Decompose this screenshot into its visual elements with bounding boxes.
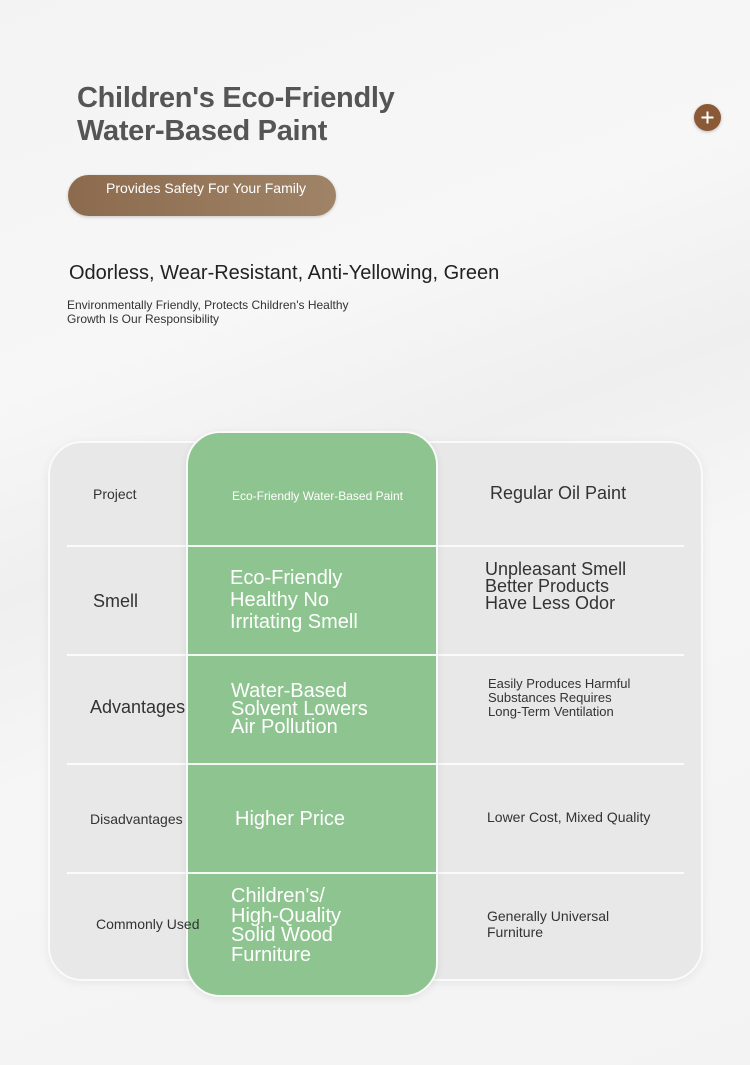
oil-advantages: Easily Produces Harmful Substances Requires Long-Term Ventilation bbox=[488, 676, 631, 719]
header-label-project: Project bbox=[93, 486, 137, 502]
column-divider bbox=[188, 654, 436, 656]
feature-subtext: Environmentally Friendly, Protects Children's Healthy Growth Is Our Responsibility bbox=[67, 298, 349, 326]
header-eco-paint: Eco-Friendly Water-Based Paint bbox=[232, 489, 403, 503]
tagline-text: Provides Safety For Your Family bbox=[106, 180, 306, 196]
oil-smell: Unpleasant Smell Better Products Have Less Odor bbox=[485, 559, 627, 613]
eco-commonly-used: Children's/ High-Quality Solid Wood Furniture bbox=[231, 885, 342, 966]
row-label-commonly-used: Commonly Used bbox=[96, 916, 200, 932]
plus-button[interactable] bbox=[694, 104, 721, 131]
feature-headline: Odorless, Wear-Resistant, Anti-Yellowing, Green bbox=[69, 262, 500, 284]
page-title: Children's Eco-Friendly Water-Based Paint bbox=[77, 82, 395, 147]
header-oil-paint: Regular Oil Paint bbox=[490, 483, 627, 503]
oil-disadvantages: Lower Cost, Mixed Quality bbox=[487, 809, 651, 825]
column-divider bbox=[188, 763, 436, 765]
tagline-pill bbox=[68, 175, 336, 216]
row-label-advantages: Advantages bbox=[90, 697, 186, 717]
eco-smell: Eco-Friendly Healthy No Irritating Smell bbox=[230, 567, 358, 633]
plus-icon bbox=[701, 111, 714, 124]
oil-commonly-used: Generally Universal Furniture bbox=[487, 908, 610, 940]
row-label-disadvantages: Disadvantages bbox=[90, 811, 183, 827]
column-divider bbox=[188, 545, 436, 547]
column-divider bbox=[188, 872, 436, 874]
row-label-smell: Smell bbox=[93, 591, 139, 611]
eco-advantages: Water-Based Solvent Lowers Air Pollution bbox=[231, 680, 368, 738]
eco-disadvantages: Higher Price bbox=[235, 808, 346, 830]
